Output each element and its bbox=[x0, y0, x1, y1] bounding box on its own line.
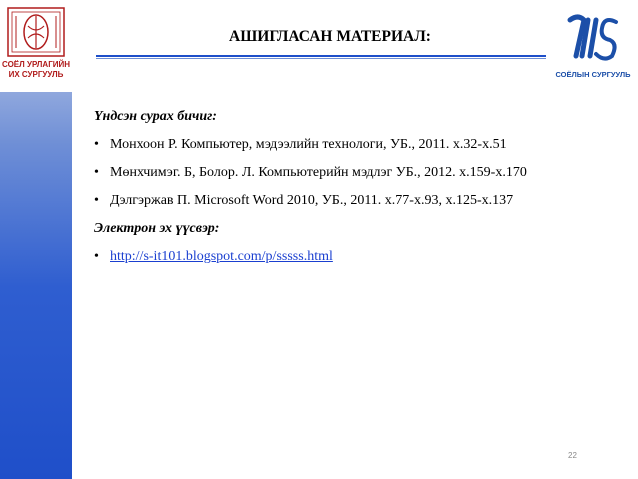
left-logo-line2: ИХ СУРГУУЛЬ bbox=[8, 70, 64, 79]
book-item bbox=[94, 136, 614, 154]
title-divider bbox=[96, 55, 546, 59]
book-text: Дэлгэржав П. Microsoft Word 2010, УБ., 2011. х.77-х.93, х.125-х.137 bbox=[110, 193, 514, 208]
page-title: АШИГЛАСАН МАТЕРИАЛ: bbox=[229, 28, 431, 45]
book-item bbox=[94, 192, 614, 210]
school-monogram-icon bbox=[564, 12, 622, 64]
right-logo-text: СОЁЛЫН СУРГУУЛЬ bbox=[555, 70, 631, 79]
bullet: • bbox=[94, 249, 99, 264]
bullet: • bbox=[94, 193, 99, 208]
right-logo bbox=[556, 12, 632, 92]
electronic-heading: Электрон эх үүсвэр: bbox=[94, 221, 220, 236]
page-number: 22 bbox=[568, 451, 577, 460]
university-seal-icon bbox=[6, 6, 66, 58]
book-item bbox=[94, 164, 614, 182]
book-text: Монхоон Р. Компьютер, мэдээлийн технологи, УБ., 2011. х.32-х.51 bbox=[110, 137, 507, 152]
left-logo-line1: СОЁЛ УРЛАГИЙН bbox=[2, 60, 70, 69]
link-item bbox=[94, 248, 614, 266]
book-text: Мөнхчимэг. Б, Болор. Л. Компьютерийн мэдлэг УБ., 2012. х.159-х.170 bbox=[110, 165, 527, 180]
bullet: • bbox=[94, 165, 99, 180]
content-area bbox=[94, 108, 614, 276]
bullet: • bbox=[94, 137, 99, 152]
resource-link[interactable]: http://s-it101.blogspot.com/p/sssss.html bbox=[110, 249, 333, 264]
books-heading: Үндсэн сурах бичиг: bbox=[94, 109, 217, 124]
left-logo bbox=[0, 0, 72, 92]
